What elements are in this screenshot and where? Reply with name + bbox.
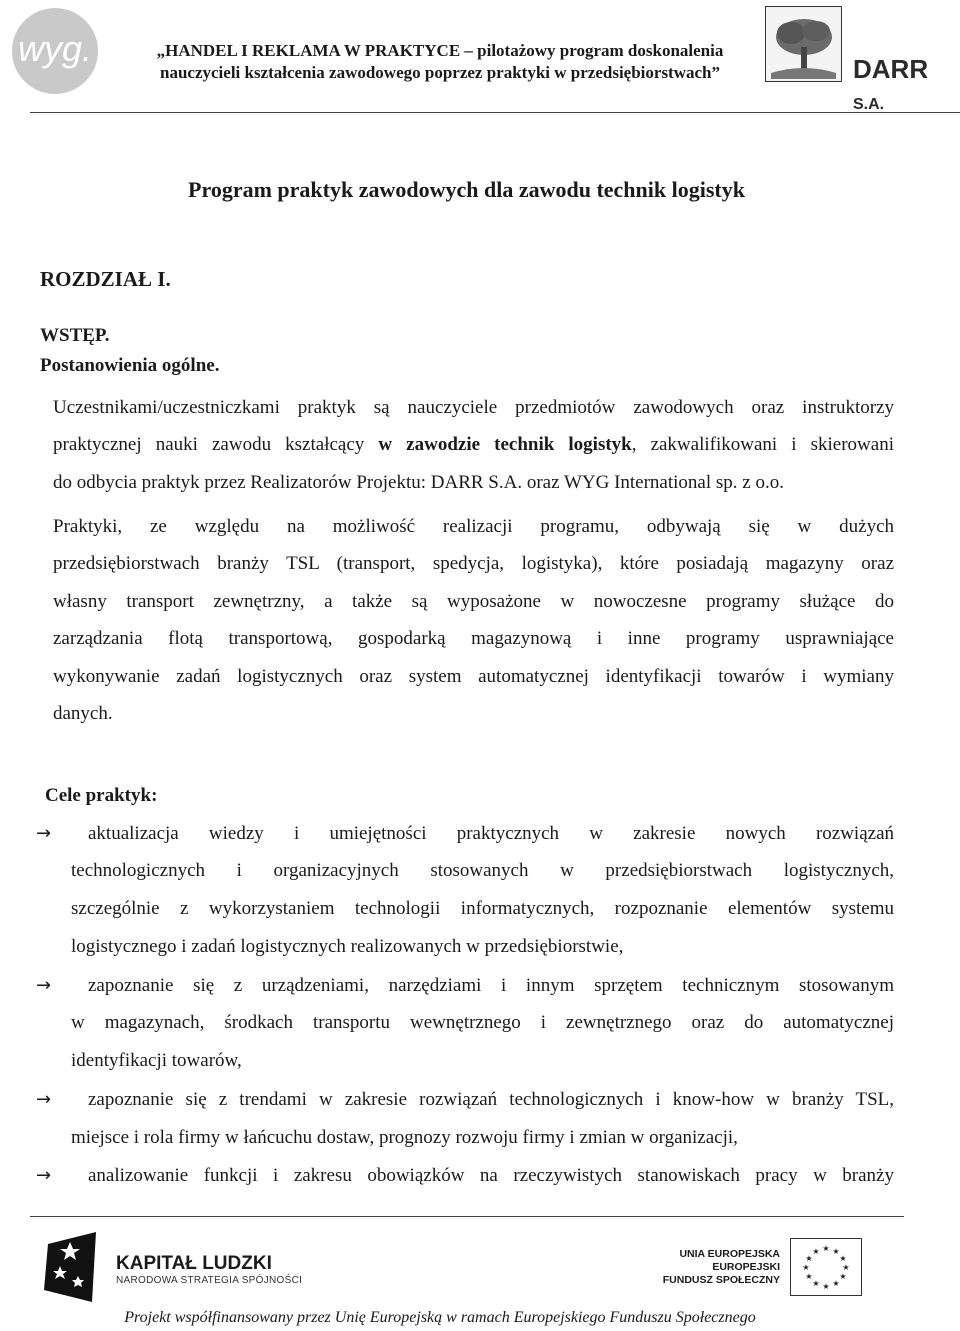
goal-2-line-1: zapoznanie się z urządzeniami, narzędziami i innym sprzętem technicznym stosowanym [88, 975, 894, 996]
svg-text:★: ★ [805, 1272, 813, 1281]
goal-1-line-4: logistycznego i zadań logistycznych realizowanych w przedsiębiorstwie, [71, 936, 624, 957]
kapital-ludzki-mark [40, 1228, 104, 1308]
eu-stars-icon [791, 1239, 861, 1295]
goal-3-line-1: zapoznanie się z trendami w zakresie rozwiązań technologicznych i know-how w branży TSL, [88, 1089, 894, 1110]
eu-line-2: EUROPEJSKI [712, 1261, 780, 1273]
goal-1-line-2: technologicznych i organizacyjnych stosowanych w przedsiębiorstwach logistycznych, [71, 860, 894, 881]
kapital-ludzki-subtitle: NARODOWA STRATEGIA SPÓJNOŚCI [116, 1275, 303, 1286]
darr-logo [765, 6, 955, 113]
bullet-arrow-icon: → [36, 975, 52, 996]
header-title [120, 40, 760, 84]
bullet-arrow-icon: → [36, 1089, 52, 1110]
darr-logo-name: DARR [853, 54, 929, 84]
darr-logo-suffix: S.A. [853, 96, 885, 113]
para1-line-2-pre: praktycznej nauki zawodu kształcący [53, 434, 379, 455]
para2-line-4: zarządzania flotą transportową, gospodarką magazynową i inne programy usprawniające [53, 628, 894, 649]
header-title-line-2: nauczycieli kształcenia zawodowego poprzez praktyki w przedsiębiorstwach” [160, 63, 720, 82]
svg-text:★: ★ [822, 1244, 830, 1253]
footer-divider [30, 1216, 904, 1217]
tree-icon-graphic [766, 7, 841, 81]
para1-line-3: do odbycia praktyk przez Realizatorów Projektu: DARR S.A. oraz WYG International sp. z o.o. [53, 472, 784, 493]
header-divider [30, 112, 960, 113]
svg-text:★: ★ [822, 1282, 830, 1291]
document-title: Program praktyk zawodowych dla zawodu technik logistyk [188, 177, 745, 202]
svg-text:★: ★ [832, 1279, 840, 1288]
goal-1-line-1: aktualizacja wiedzy i umiejętności praktycznych w zakresie nowych rozwiązań [88, 823, 894, 844]
para2-line-6: danych. [53, 703, 113, 724]
goal-1-line-3: szczególnie z wykorzystaniem technologii informatycznych, rozpoznanie elementów systemu [71, 898, 894, 919]
para2-line-2: przedsiębiorstwach branży TSL (transport, spedycja, logistyka), które posiadają magazyny oraz [53, 553, 894, 574]
wyg-logo [12, 8, 98, 94]
goal-4-line-1: analizowanie funkcji i zakresu obowiązków na rzeczywistych stanowiskach pracy w branży [88, 1165, 894, 1186]
goal-2-line-2: w magazynach, środkach transportu wewnętrznego i zewnętrznego oraz do automatycznej [71, 1012, 894, 1033]
footer-note: Projekt współfinansowany przez Unię Europejską w ramach Europejskiego Funduszu Społecznego [124, 1309, 756, 1326]
eu-line-3: FUNDUSZ SPOŁECZNY [662, 1274, 780, 1286]
page-header [0, 0, 960, 115]
intro-subheading: Postanowienia ogólne. [40, 355, 220, 376]
para2-line-5: wykonywanie zadań logistycznych oraz system automatycznej identyfikacji towarów i wymiany [53, 666, 894, 687]
bullet-arrow-icon: → [36, 1165, 52, 1186]
svg-text:★: ★ [839, 1272, 847, 1281]
kapital-ludzki-text [116, 1254, 302, 1288]
svg-text:★: ★ [832, 1247, 840, 1256]
header-title-line-1: „HANDEL I REKLAMA W PRAKTYCE – pilotażowy program doskonalenia [156, 41, 724, 60]
tree-icon [765, 6, 842, 82]
eu-flag-icon [790, 1238, 862, 1296]
goal-2-line-3: identyfikacji towarów, [71, 1050, 242, 1071]
bullet-arrow-icon: → [36, 823, 52, 844]
para2-line-1: Praktyki, ze względu na możliwość realizacji programu, odbywają się w dużych [53, 516, 894, 537]
svg-text:★: ★ [842, 1263, 850, 1272]
svg-text:★: ★ [802, 1263, 810, 1272]
eu-fund-text [640, 1248, 780, 1287]
svg-text:★: ★ [839, 1254, 847, 1263]
kapital-ludzki-title: KAPITAŁ LUDZKI [116, 1253, 272, 1274]
para2-line-3: własny transport zewnętrzny, a także są wyposażone w nowoczesne programy służące do [53, 591, 894, 612]
goals-heading: Cele praktyk: [45, 785, 158, 806]
chapter-heading: ROZDZIAŁ I. [40, 267, 171, 291]
para1-profession: w zawodzie technik logistyk [378, 434, 632, 455]
wyg-logo-text: wyg. [17, 28, 93, 69]
darr-logo-word [853, 54, 955, 116]
intro-heading: WSTĘP. [40, 325, 110, 346]
svg-text:★: ★ [812, 1247, 820, 1256]
goal-3-line-2: miejsce i rola firmy w łańcuchu dostaw, prognozy rozwoju firmy i zmian w organizacji, [71, 1127, 738, 1148]
para1-line-1: Uczestnikami/uczestniczkami praktyk są nauczyciele przedmiotów zawodowych oraz instruktorzy [53, 397, 894, 418]
svg-text:★: ★ [812, 1279, 820, 1288]
eu-line-1: UNIA EUROPEJSKA [679, 1248, 780, 1260]
para1-line-2-post: , zakwalifikowani i skierowani [631, 434, 894, 455]
kapital-ludzki-logo-icon [40, 1228, 104, 1308]
para1-line-2 [53, 434, 894, 456]
svg-text:★: ★ [805, 1254, 813, 1263]
